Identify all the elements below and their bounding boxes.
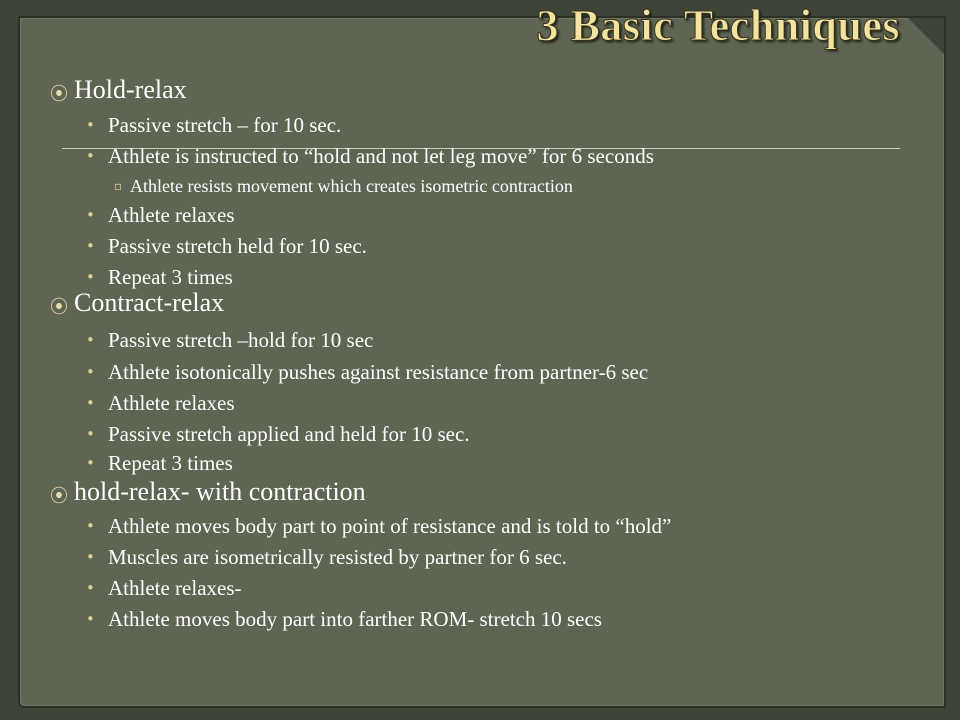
circle-bullet-icon: ⦿ [50, 84, 68, 105]
slide-title: 3 Basic Techniques [536, 1, 900, 50]
list-item-text: Passive stretch –hold for 10 sec [108, 328, 374, 352]
list-item [86, 514, 672, 539]
list-item-text: Athlete relaxes [108, 391, 235, 415]
list-item [86, 545, 567, 570]
list-item-text: Passive stretch – for 10 sec. [108, 113, 342, 137]
list-item-text: Athlete is instructed to “hold and not let leg move” for 6 seconds [108, 144, 654, 168]
list-item [86, 234, 367, 259]
section-heading-text: Contract-relax [74, 288, 225, 317]
dot-bullet-icon: • [86, 454, 95, 472]
list-item-text: Repeat 3 times [108, 451, 233, 475]
list-item-text: Repeat 3 times [108, 265, 233, 289]
circle-bullet-icon: ⦿ [50, 486, 68, 507]
section-heading-text: Hold-relax [74, 75, 187, 104]
section-heading-text: hold-relax- with contraction [74, 477, 366, 506]
dot-bullet-icon: • [86, 363, 95, 381]
list-item [86, 422, 470, 447]
list-item [86, 113, 342, 138]
list-item-text: Athlete relaxes [108, 203, 235, 227]
list-item [86, 391, 235, 416]
square-bullet-icon: ▫ [114, 179, 123, 193]
dot-bullet-icon: • [86, 610, 95, 628]
list-item [86, 144, 654, 169]
list-item-text: Passive stretch held for 10 sec. [108, 234, 367, 258]
dot-bullet-icon: • [86, 548, 95, 566]
dot-bullet-icon: • [86, 517, 95, 535]
list-item [86, 203, 235, 228]
list-item-text: Athlete moves body part into farther ROM- stretch 10 secs [108, 607, 602, 631]
dot-bullet-icon: • [86, 579, 95, 597]
dot-bullet-icon: • [86, 268, 95, 286]
list-item [86, 607, 602, 632]
list-item [86, 328, 374, 353]
list-item-text: Athlete relaxes- [108, 576, 242, 600]
list-item [86, 576, 242, 601]
dot-bullet-icon: • [86, 237, 95, 255]
circle-bullet-icon: ⦿ [50, 297, 68, 318]
list-item-text: Athlete moves body part to point of resistance and is told to “hold” [108, 514, 672, 538]
list-item-text: Muscles are isometrically resisted by partner for 6 sec. [108, 545, 567, 569]
sub-list-item-text: Athlete resists movement which creates isometric contraction [130, 176, 573, 196]
dot-bullet-icon: • [86, 425, 95, 443]
section-heading-contract-relax [50, 288, 225, 318]
dot-bullet-icon: • [86, 147, 95, 165]
list-item [86, 360, 649, 385]
list-item [86, 265, 233, 290]
list-item [86, 451, 233, 476]
section-heading-hold-relax-with-contraction [50, 477, 366, 507]
dot-bullet-icon: • [86, 116, 95, 134]
list-item-text: Passive stretch applied and held for 10 sec. [108, 422, 470, 446]
dot-bullet-icon: • [86, 394, 95, 412]
sub-list-item [114, 176, 573, 197]
list-item-text: Athlete isotonically pushes against resistance from partner-6 sec [108, 360, 649, 384]
dot-bullet-icon: • [86, 206, 95, 224]
dot-bullet-icon: • [86, 331, 95, 349]
corner-cut [906, 16, 946, 56]
section-heading-hold-relax [50, 75, 187, 105]
